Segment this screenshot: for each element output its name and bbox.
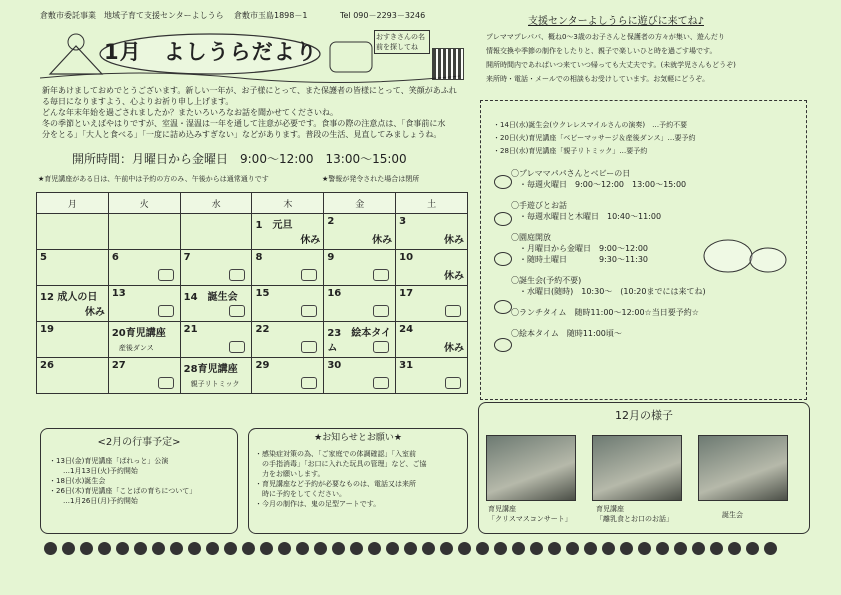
decorative-dot	[512, 542, 525, 555]
day-number: 29	[255, 360, 270, 371]
calendar-day	[108, 250, 180, 286]
activity-icon	[229, 305, 245, 317]
decorative-dot	[656, 542, 669, 555]
sheep-icon	[700, 230, 790, 280]
day-number: 22	[255, 324, 270, 335]
photo-caption: 誕生会	[722, 511, 743, 519]
calendar-week	[37, 214, 468, 250]
day-number: 24	[399, 324, 414, 335]
february-line: ・26日(木)育児講座「ことばの育ちについて」	[49, 487, 197, 495]
notice-warnings: ★警報が発令された場合は閉所	[322, 175, 420, 183]
decorative-dot	[476, 542, 489, 555]
activity-icon	[229, 341, 245, 353]
decorative-dot	[260, 542, 273, 555]
page-title: 1月 よしうらだより	[104, 40, 318, 64]
day-number: 30	[327, 360, 342, 371]
cake-icon	[494, 300, 512, 314]
decorative-dot	[458, 542, 471, 555]
decorative-dot	[44, 542, 57, 555]
february-events-box	[40, 428, 238, 534]
decorative-dot	[332, 542, 345, 555]
right-intro: プレママプレパパ、概ね0～3歳のお子さんと保護者の方々が集い、遊んだり 情報交換や季節の制作をしたりと、親子で楽しいひと時を過ごす場です。 開所時間内であればいつ来ていつ帰っても大丈夫です。(未就学児さんもどうぞ) 来所時・電話・メールでの相談もお受けしています。お気軽にどうぞ。	[486, 33, 736, 83]
day-number: 9	[327, 252, 335, 263]
activity-icon	[229, 269, 245, 281]
calendar-day	[37, 214, 109, 250]
event-line: ・14日(水)誕生会(ウクレレスマイルさんの演奏) …予約不要	[493, 121, 688, 129]
decorative-dot	[80, 542, 93, 555]
february-line: ・18日(水)誕生会	[49, 477, 106, 485]
right-title: 支援センターよしうらに遊びに来てね♪	[528, 16, 704, 27]
day-number: 1 元旦	[255, 220, 293, 231]
decorative-dot	[674, 542, 687, 555]
photo-caption: 育児講座 「クリスマスコンサート」	[488, 505, 572, 523]
day-header: 月	[37, 193, 109, 214]
decorative-dot	[548, 542, 561, 555]
address: 倉敷市玉島1898－1	[234, 11, 308, 20]
decorative-dot	[296, 542, 309, 555]
calendar-day	[37, 322, 109, 358]
decorative-dot	[206, 542, 219, 555]
schedule-detail: ・月曜日から金曜日 9:00～12:00	[519, 244, 649, 253]
photo-caption: 育児講座 「離乳食とお口のお話」	[596, 505, 673, 523]
decorative-dot	[188, 542, 201, 555]
decorative-dot	[638, 542, 651, 555]
calendar-day	[180, 286, 252, 322]
decorative-dot	[368, 542, 381, 555]
sun-icon	[68, 34, 84, 50]
calendar-day	[180, 358, 252, 394]
calendar-week	[37, 358, 468, 394]
day-header: 水	[180, 193, 252, 214]
decorative-dot	[404, 542, 417, 555]
decorative-dot	[494, 542, 507, 555]
decorative-dot	[224, 542, 237, 555]
activity-icon	[158, 305, 174, 317]
decorative-border	[44, 540, 782, 559]
day-status: 休み	[444, 343, 464, 354]
day-status: 休み	[444, 235, 464, 246]
notices-title: ★お知らせとお願い★	[314, 433, 402, 443]
calendar-day	[396, 250, 468, 286]
decorative-dot	[386, 542, 399, 555]
day-number: 20育児講座	[111, 328, 166, 339]
day-number: 2	[327, 216, 335, 227]
schedule-detail: ・水曜日(随時) 10:30～ (10:20までには来てね)	[519, 287, 706, 296]
activity-icon	[158, 377, 174, 389]
activity-icon	[445, 377, 461, 389]
activity-icon	[301, 341, 317, 353]
day-number: 28育児講座	[183, 364, 238, 375]
lunch-icon	[494, 338, 512, 352]
calendar-day	[180, 322, 252, 358]
decorative-dot	[620, 542, 633, 555]
calendar-day	[396, 214, 468, 250]
february-title: <2月の行事予定>	[97, 437, 181, 448]
day-number: 21	[183, 324, 198, 335]
decorative-dot	[242, 542, 255, 555]
schedule-detail: ・毎週水曜日と木曜日 10:40～11:00	[519, 212, 662, 221]
decorative-dot	[422, 542, 435, 555]
notice-line: ・育児講座など予約が必要なものは、電話又は来所	[255, 480, 416, 488]
activity-icon	[301, 305, 317, 317]
day-number: 16	[327, 288, 342, 299]
day-subtitle: 親子リトミック	[190, 380, 240, 388]
calendar-day	[396, 322, 468, 358]
decorative-dot	[602, 542, 615, 555]
schedule-detail: ・随時土曜日 9:30～11:30	[519, 255, 649, 264]
day-number: 26	[40, 360, 54, 371]
activity-icon	[445, 305, 461, 317]
day-status: 休み	[444, 271, 464, 282]
day-number: 27	[111, 360, 126, 371]
decorative-dot	[98, 542, 111, 555]
day-number: 17	[399, 288, 414, 299]
hand-icon	[494, 212, 512, 226]
decorative-dot	[278, 542, 291, 555]
decorative-dot	[314, 542, 327, 555]
decorative-dot	[710, 542, 723, 555]
day-number: 10	[399, 252, 414, 263]
notices-box	[248, 428, 468, 534]
intro-text: 新年あけましておめでとうございます。新しい一年が、お子様にとって、また保護者の皆様にとって、笑顔があふれ る毎日になりますよう、心よりお祈り申し上げます。 どんな年末年始を過ごされましたか？またいろいろなお話を聞かせてくださいね。 冬の季節といえばやはりですが、室温・湿温は一年を通して注意が必要です。食事の際の注意点は、「食事前に水 分をとる」「大人と食べる」「一度に詰め込みすぎない」などがあります。普段の生活、見直してみましょうね。	[42, 86, 457, 139]
slide-icon	[494, 252, 512, 266]
day-header: 火	[108, 193, 180, 214]
calendar-day	[108, 322, 180, 358]
decorative-dot	[134, 542, 147, 555]
calendar-day	[252, 358, 324, 394]
february-line: …1月13日(火)予約開始	[49, 467, 138, 475]
day-number: 6	[111, 252, 119, 263]
calendar-day	[396, 286, 468, 322]
decorative-dot	[62, 542, 75, 555]
event-line: ・28日(水)育児講座「親子リトミック」…要予約	[493, 147, 648, 155]
notice-line: 力をお願いします。	[255, 470, 325, 478]
event-line: ・20日(火)育児講座「ベビーマッサージ＆産後ダンス」…要予約	[493, 134, 696, 142]
decorative-dot	[152, 542, 165, 555]
day-status: 休み	[300, 235, 321, 246]
activity-icon	[158, 269, 174, 281]
decorative-dot	[584, 542, 597, 555]
notice-line: ・今月の制作は、鬼の足型アートです。	[255, 500, 381, 508]
notice-line: 時に予約をしてください。	[255, 490, 346, 498]
photo-christmas-concert	[486, 435, 576, 501]
activity-icon	[373, 341, 389, 353]
calendar-day	[324, 214, 396, 250]
february-line: ・13日(金)育児講座「ぱれっと」公演	[49, 457, 169, 465]
calendar-day	[324, 286, 396, 322]
decorative-dot	[440, 542, 453, 555]
decorative-dot	[746, 542, 759, 555]
calendar-day	[37, 250, 109, 286]
day-number: 5	[40, 252, 47, 263]
decorative-dot	[692, 542, 705, 555]
december-title: 12月の様子	[615, 409, 673, 422]
decorative-dot	[764, 542, 777, 555]
calendar-day	[108, 286, 180, 322]
day-number: 23 絵本タイム	[327, 328, 392, 354]
calendar-day	[108, 358, 180, 394]
opening-hours: 開所時間：月曜日から金曜日 9:00～12:00 13:00～15:00	[72, 152, 407, 166]
activity-icon	[373, 269, 389, 281]
day-status: 休み	[84, 307, 105, 318]
day-number: 8	[255, 252, 263, 263]
day-number: 19	[40, 324, 54, 335]
calendar-week	[37, 322, 468, 358]
activity-icon	[373, 377, 389, 389]
activity-icon	[301, 377, 317, 389]
calendar-day	[252, 214, 324, 250]
qr-code-icon	[432, 48, 464, 80]
day-header: 土	[396, 193, 468, 214]
activity-icon	[373, 305, 389, 317]
calendar-day	[324, 358, 396, 394]
calendar-day	[180, 250, 252, 286]
schedule-detail: ・毎週火曜日 9:00～12:00 13:00～15:00	[519, 180, 687, 189]
schedule-heading: 〇誕生会(予約不要)	[511, 276, 582, 285]
day-number: 14 誕生会	[183, 292, 238, 303]
day-number: 15	[255, 288, 270, 299]
day-number: 31	[399, 360, 414, 371]
schedule-heading: 〇手遊びとお話	[511, 201, 567, 210]
calendar-day	[252, 286, 324, 322]
calendar-week	[37, 250, 468, 286]
house-icon	[330, 42, 372, 72]
day-number: 12 成人の日	[40, 292, 98, 303]
schedule-heading: 〇ランチタイム 随時11:00～12:00☆当日要予約☆	[511, 308, 699, 317]
baby-icon	[494, 175, 512, 189]
decorative-dot	[566, 542, 579, 555]
decorative-dot	[530, 542, 543, 555]
day-number: 3	[399, 216, 407, 227]
schedule-heading: 〇園庭開放	[511, 233, 551, 242]
decorative-dot	[350, 542, 363, 555]
org-name: 倉敷市委託事業 地域子育て支援センターよしうら	[40, 11, 224, 20]
calendar-day	[37, 358, 109, 394]
calendar-day	[324, 250, 396, 286]
day-header: 金	[324, 193, 396, 214]
photo-weaning-food-talk	[592, 435, 682, 501]
notice-line: ・感染症対策の為、「ご家庭での体調確認」「入室前	[255, 450, 416, 458]
decorative-dot	[116, 542, 129, 555]
calendar-day	[324, 322, 396, 358]
calendar-day	[37, 286, 109, 322]
day-number: 7	[183, 252, 191, 263]
schedule-heading: 〇プレママパパさんとベビーの日	[511, 169, 631, 178]
decorative-dot	[728, 542, 741, 555]
day-status: 休み	[372, 235, 393, 246]
calendar-day	[180, 214, 252, 250]
calendar-day	[396, 358, 468, 394]
calendar-day	[252, 250, 324, 286]
activity-icon	[301, 269, 317, 281]
calendar-week	[37, 286, 468, 322]
photo-birthday-party	[698, 435, 788, 501]
notice-lecture-days: ★育児講座がある日は、午前中は予約の方のみ、午後からは通常通りです	[38, 175, 269, 183]
telephone: Tel 090－2293－3246	[340, 11, 426, 20]
february-line: …1月26日(月)予約開始	[49, 497, 138, 505]
schedule-heading: 〇絵本タイム 随時11:00頃～	[511, 329, 622, 338]
day-subtitle: 産後ダンス	[118, 344, 154, 352]
day-number: 13	[111, 288, 126, 299]
calendar-day	[108, 214, 180, 250]
day-header: 木	[252, 193, 324, 214]
qr-caption: おすきさんの名前を探してね	[374, 30, 430, 54]
decorative-dot	[170, 542, 183, 555]
calendar-day	[252, 322, 324, 358]
notice-line: の手指消毒」「お口に入れた玩具の管理」など、ご協	[255, 460, 427, 468]
calendar	[36, 192, 468, 394]
